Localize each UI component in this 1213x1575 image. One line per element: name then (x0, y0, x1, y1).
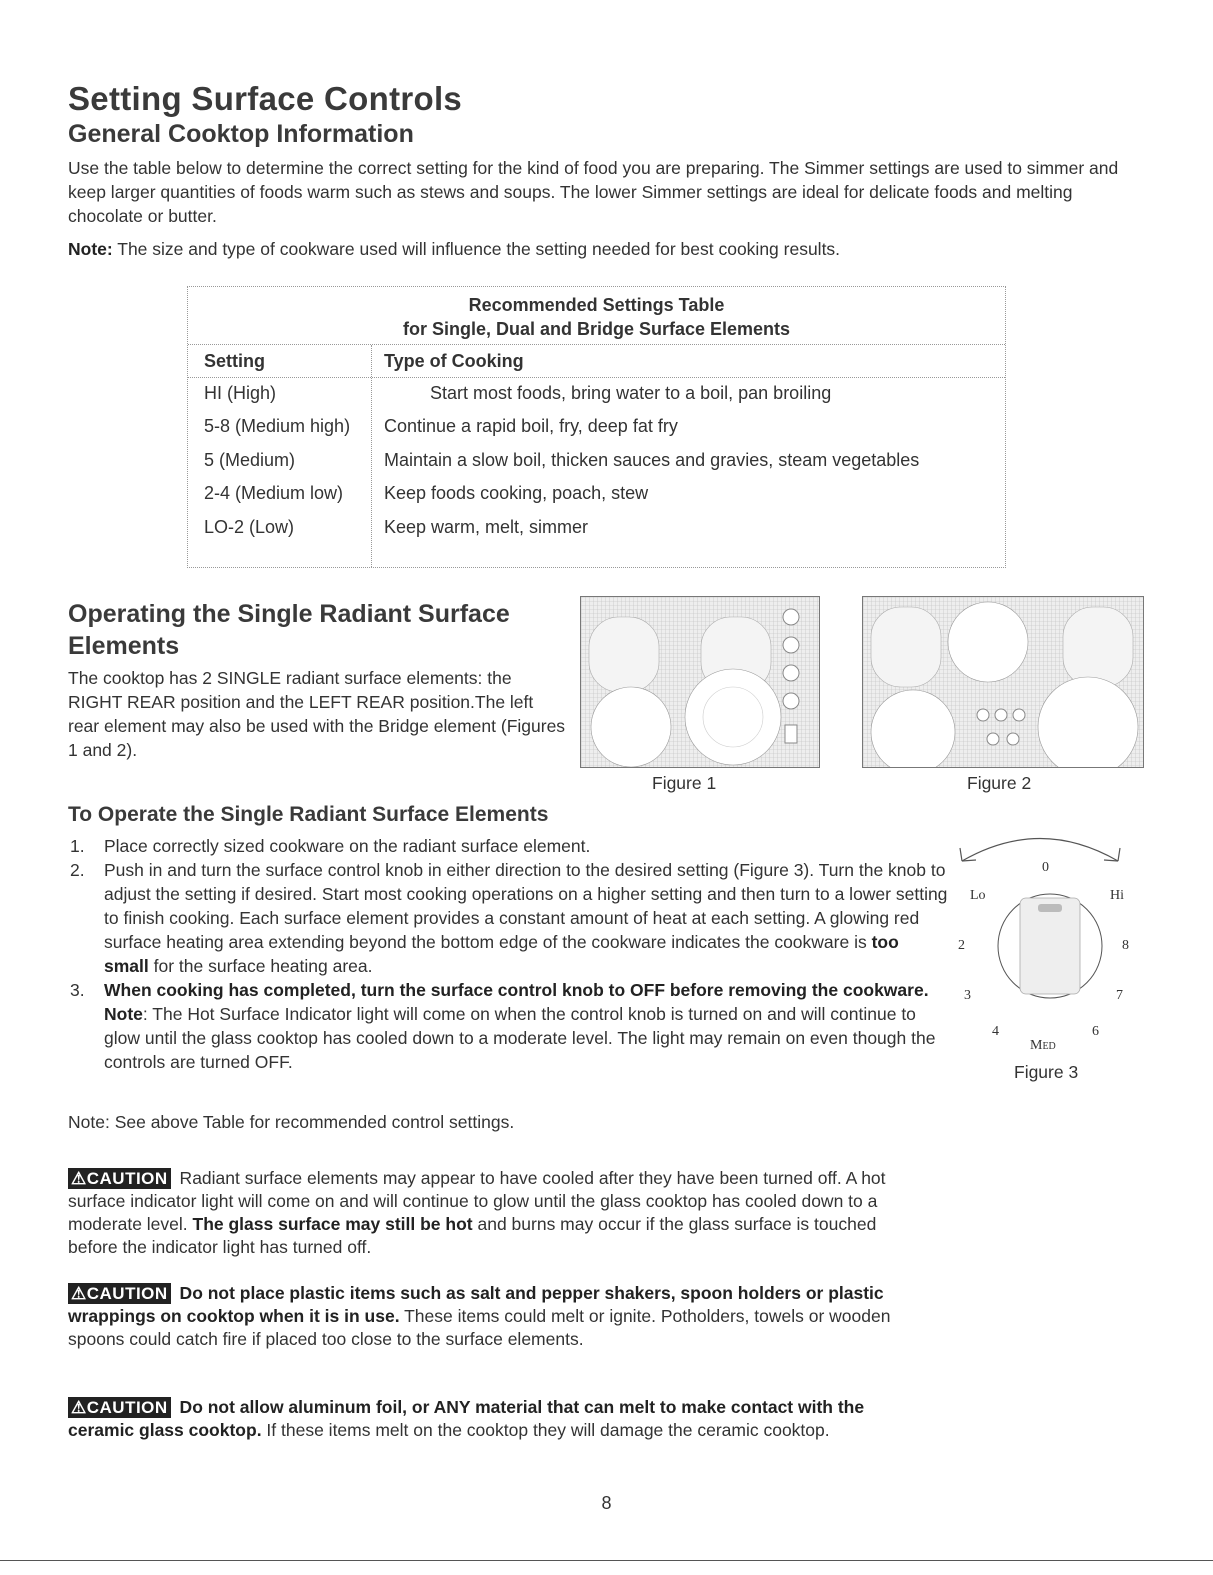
setting-cell: HI (High) (204, 383, 277, 403)
knob-off-label: 0 (1042, 860, 1049, 875)
knob-hi-label: Hi (1110, 888, 1124, 903)
caution-2 (68, 1282, 928, 1351)
caution-3-bold: Do not allow aluminum foil, or ANY material that can melt to make contact with the ceramic glass cooktop. (68, 1397, 865, 1440)
table-title (188, 293, 1005, 341)
step-2-text-end: for the surface heating area. (148, 956, 373, 976)
caution-2-text: These items could melt or ignite. Potholders, towels or wooden spoons could catch fire if placed too close to the surface elements. (68, 1306, 891, 1349)
type-cell: Start most foods, bring water to a boil, pan broiling (430, 383, 832, 403)
figure-3-caption: Figure 3 (1014, 1062, 1079, 1082)
setting-cell: 5 (Medium) (204, 450, 296, 470)
section-heading-operating: Operating the Single Radiant Surface Elements (68, 600, 510, 660)
column-header-type: Type of Cooking (384, 351, 524, 371)
type-cell: Maintain a slow boil, thicken sauces and gravies, steam vegetables (384, 450, 920, 470)
setting-cell: 5-8 (Medium high) (204, 416, 351, 436)
knob-lo-label: Lo (970, 888, 986, 903)
knob-2-label: 2 (958, 938, 965, 953)
table-title-line1: Recommended Settings Table (468, 295, 725, 315)
note-text: The size and type of cookware used will influence the setting needed for best cooking results. (112, 239, 841, 259)
caution-1-bold: The glass surface may still be hot (192, 1214, 473, 1234)
note-paragraph (68, 237, 1148, 261)
figure-1-cooktop (580, 596, 820, 768)
settings-table (187, 286, 1006, 568)
caution-badge: ⚠CAUTION (68, 1283, 171, 1304)
page-title: Setting Surface Controls (68, 80, 463, 117)
type-cell: Continue a rapid boil, fry, deep fat fry (384, 416, 678, 436)
table-row (188, 416, 1005, 449)
page-number: 8 (601, 1493, 612, 1513)
caution-badge: ⚠CAUTION (68, 1397, 171, 1418)
figure-2-caption: Figure 2 (967, 773, 1032, 793)
setting-cell: 2-4 (Medium low) (204, 483, 344, 503)
caution-2-bold: Do not place plastic items such as salt and pepper shakers, spoon holders or plastic wrappings on cooktop when it is in use. (68, 1283, 884, 1326)
note-label: Note: (68, 239, 113, 259)
step-1-text: Place correctly sized cookware on the radiant surface element. (104, 836, 591, 856)
figure-2-cooktop (862, 596, 1144, 768)
caution-1-text-end: and burns may occur if the glass surface is touched before the indicator light has turned off. (68, 1214, 877, 1257)
knob-7-label: 7 (1116, 988, 1123, 1003)
table-row (188, 450, 1005, 483)
knob-med-label: Med (1030, 1038, 1056, 1053)
table-row (188, 383, 1005, 416)
step-3-bold: When cooking has completed, turn the surface control knob to OFF before removing the cookware. Note (104, 980, 929, 1024)
intro-paragraph: Use the table below to determine the correct setting for the kind of food you are preparing. The Simmer settings are used to simmer and keep larger quantities of foods warm such as stews and soups. The lower Simmer settings are ideal for delicate foods and melting chocolate or butter. (68, 158, 1119, 226)
knob-8-label: 8 (1122, 938, 1129, 953)
knob-4-label: 4 (992, 1024, 999, 1039)
step-2-text: Push in and turn the surface control knob in either direction to the desired setting (Figure 3). Turn the knob to adjust the setting if desired. Start most cooking operations on a higher setting and then turn to a lower setting to finish cooking. Each surface element provides a constant amount of heat at each setting. A glowing red surface heating area extending beyond the bottom edge of the cookware indicates the cookware is (104, 860, 948, 952)
type-cell: Keep warm, melt, simmer (384, 517, 589, 537)
table-title-line2: for Single, Dual and Bridge Surface Elements (402, 319, 791, 339)
step-2: 2. Push in and turn the surface control knob in either direction to the desired setting (Figure 3). Turn the knob to adjust the setting if desired. Start most cooking operations on a higher setting and then turn to a lower setting to finish cooking. Each surface element provides a constant amount of heat at each setting. A glowing red surface heating area extending beyond the bottom edge of the cookware indicates the cookware is too small for the surface heating area. (70, 860, 948, 976)
caution-badge: ⚠CAUTION (68, 1168, 171, 1189)
step-2-bold: too small (104, 932, 899, 976)
caution-1-text: Radiant surface elements may appear to have cooled after they have been turned off. A hot surface indicator light will come on and will continue to glow until the glass cooktop has cooled down to a moderate level. (68, 1168, 886, 1234)
bottom-rule (0, 1560, 1213, 1561)
settings-note: Note: See above Table for recommended control settings. (68, 1112, 515, 1132)
figure-3-knob (950, 826, 1130, 1086)
table-row (188, 517, 1005, 550)
section-heading-to-operate: To Operate the Single Radiant Surface Elements (68, 803, 549, 826)
table-row (188, 483, 1005, 516)
caution-3 (68, 1396, 928, 1442)
type-cell: Keep foods cooking, poach, stew (384, 483, 649, 503)
operating-paragraph: The cooktop has 2 SINGLE radiant surface elements: the RIGHT REAR position and the LEFT REAR position.The left rear element may also be used with the Bridge element (Figures 1 and 2). (68, 668, 566, 760)
caution-1 (68, 1167, 928, 1259)
column-header-setting: Setting (204, 351, 265, 371)
caution-3-text: If these items melt on the cooktop they will damage the ceramic cooktop. (261, 1420, 830, 1440)
step-3: 3. When cooking has completed, turn the surface control knob to OFF before removing the cookware. Note: The Hot Surface Indicator light will come on when the control knob is turned on and will continue to glow until the glass cooktop has cooled down to a moderate level. The light may remain on even though the controls are turned OFF. (70, 980, 936, 1072)
section-heading-general: General Cooktop Information (68, 120, 414, 148)
knob-6-label: 6 (1092, 1024, 1099, 1039)
step-3-text: : The Hot Surface Indicator light will come on when the control knob is turned on and will continue to glow until the glass cooktop has cooled down to a moderate level. The light may remain on even though the controls are turned OFF. (104, 1004, 936, 1072)
figure-1-caption: Figure 1 (652, 773, 717, 793)
setting-cell: LO-2 (Low) (204, 517, 295, 537)
steps-list (68, 834, 948, 1074)
knob-3-label: 3 (964, 988, 971, 1003)
step-1: 1. Place correctly sized cookware on the radiant surface element. (70, 836, 591, 856)
